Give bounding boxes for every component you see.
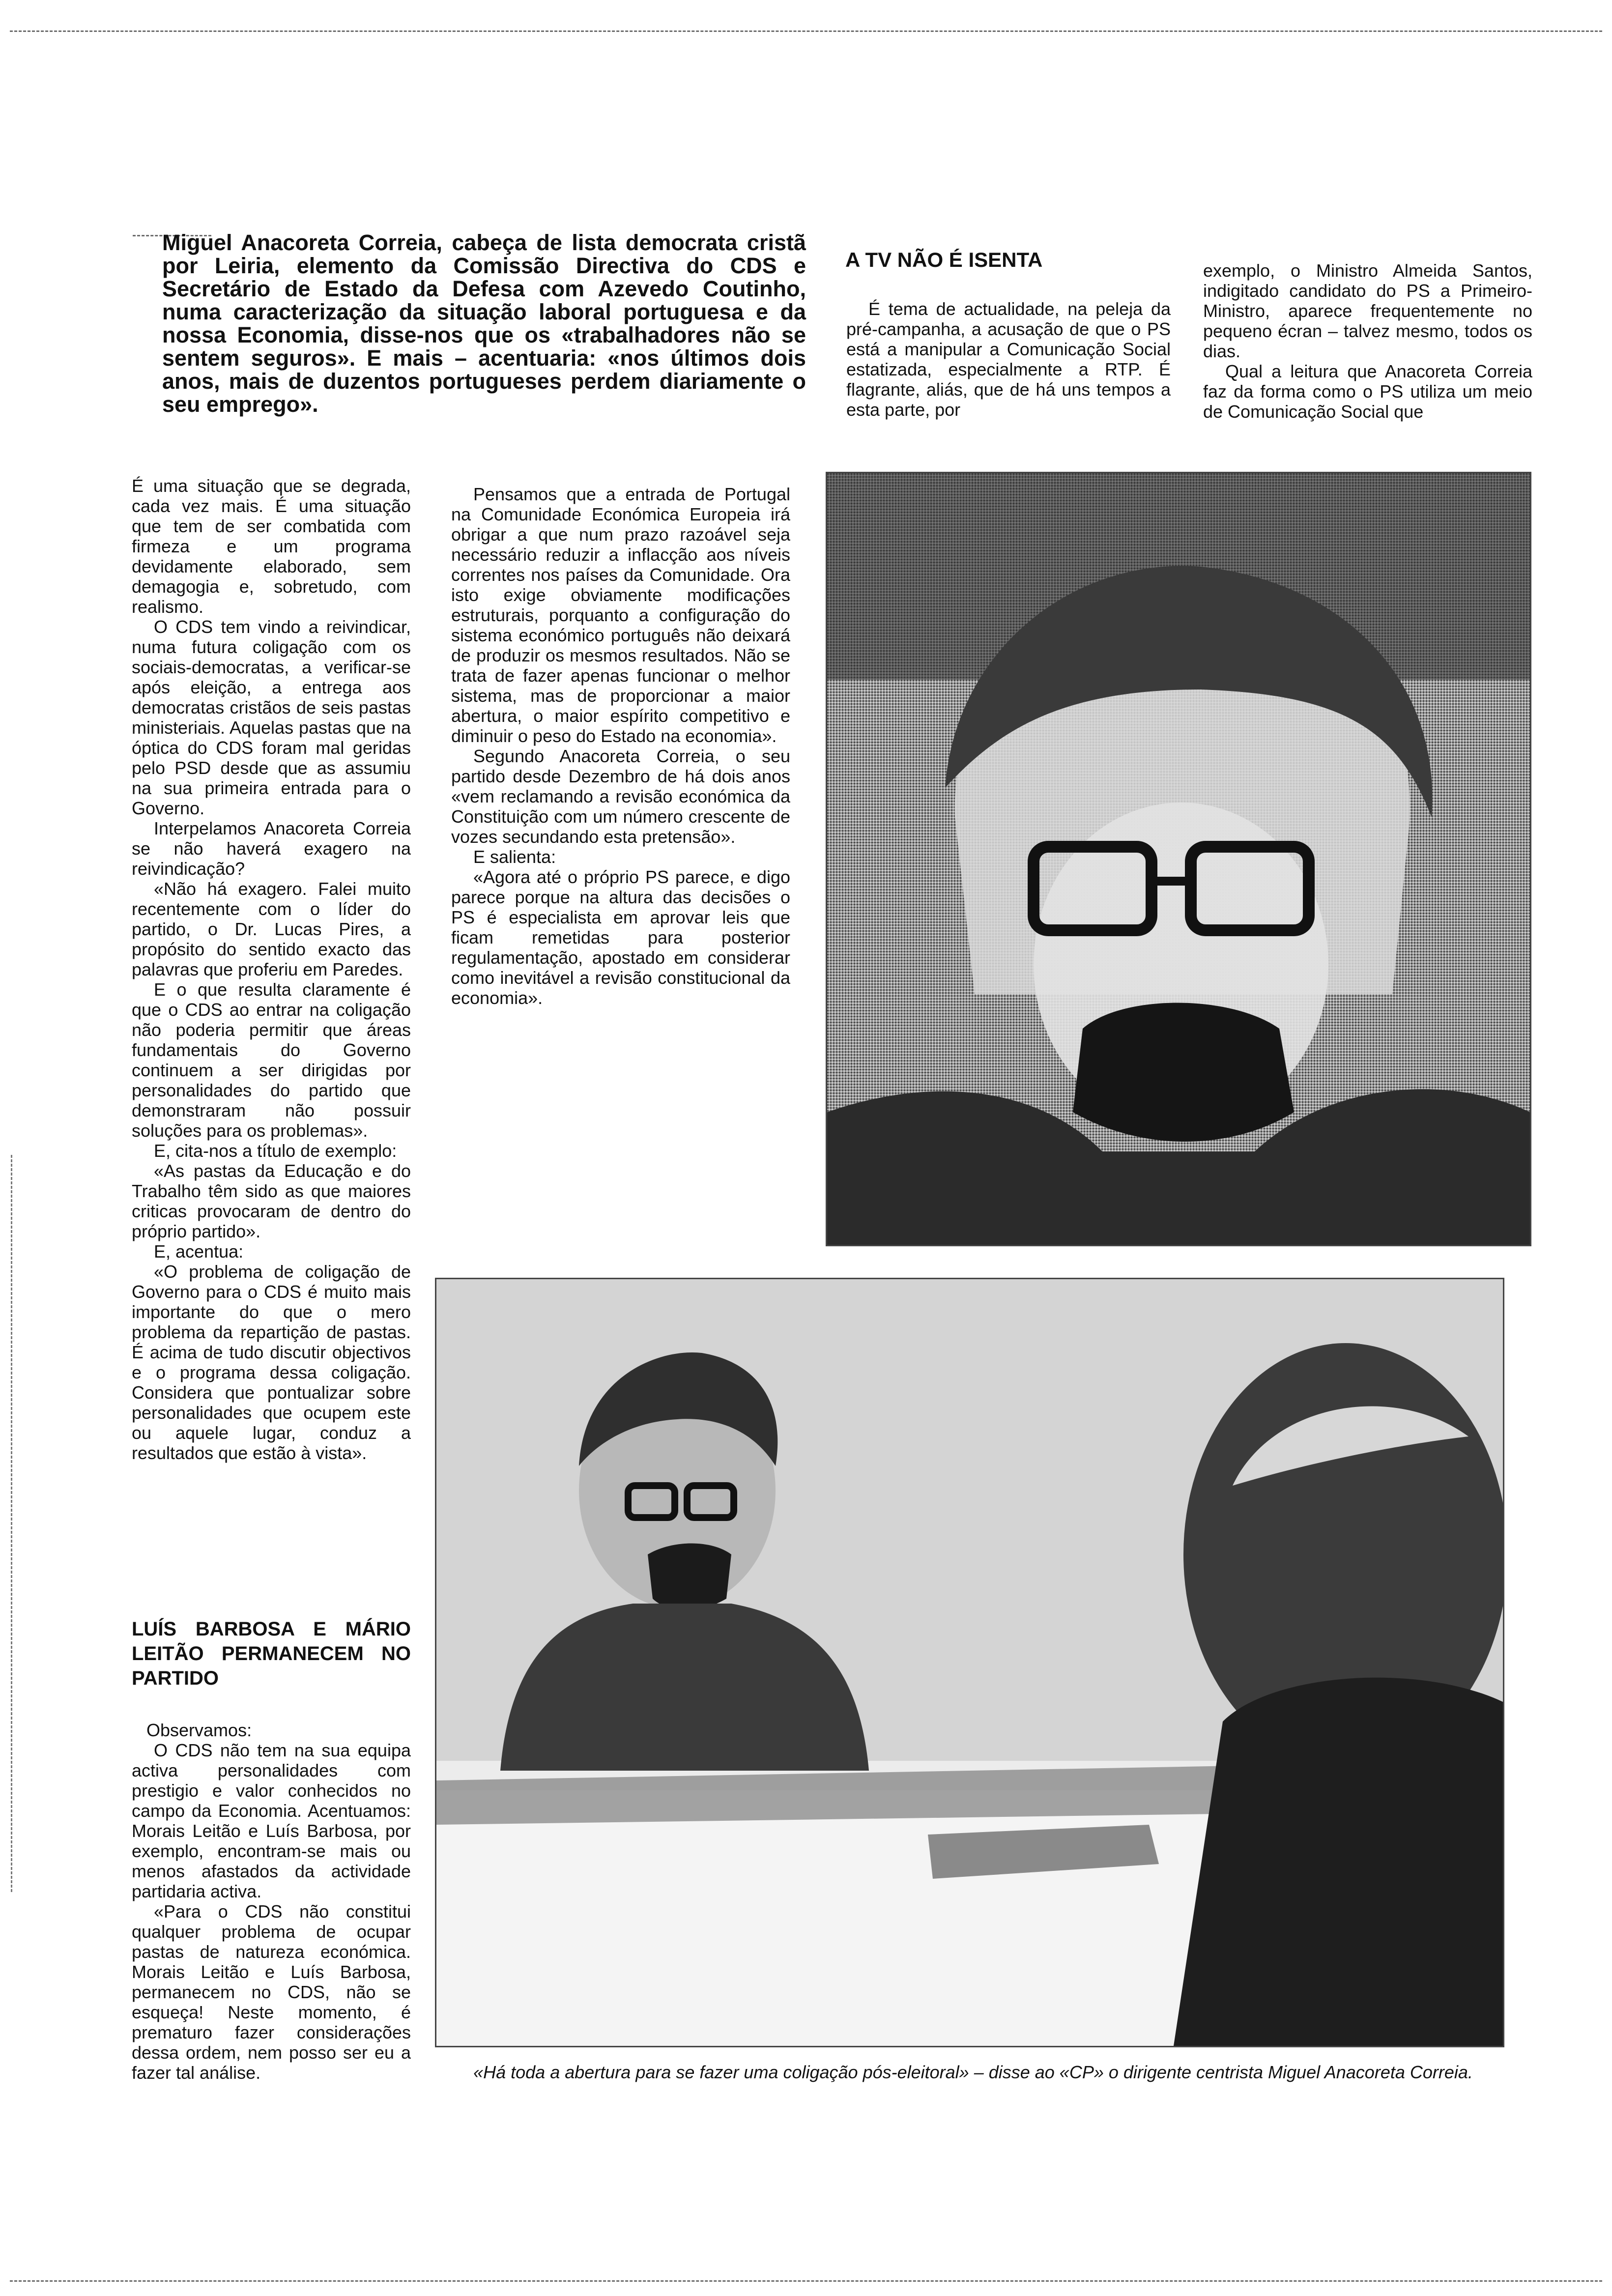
article-column-2 [451,484,790,1008]
col1-paragraph: E, acentua: [154,1241,244,1262]
meeting-photo-image [436,1279,1503,2046]
col1-paragraph: E, cita-nos a título de exemplo: [154,1141,397,1161]
tv-column-1 [846,299,1171,420]
col1-paragraph: Interpelamos Anacoreta Correia se não haverá exagero na reivindicação? [132,818,411,879]
col2-paragraph: «Agora até o próprio PS parece, e digo parece porque na altura das decisões o PS é especialista em aprovar leis que ficam remetidas para posterior regulamentação, apostado em considerar como inevitável a revisão constitucional da economia». [451,867,790,1008]
tv-paragraph: Qual a leitura que Anacoreta Correia faz da forma como o PS utiliza um meio de Comunicação Social que [1203,361,1532,422]
col1b-paragraph: «Para o CDS não constitui qualquer problema de ocupar pastas de natureza económica. Morais Leitão e Luís Barbosa, permanecem no CDS, não se esqueça! Neste momento, é prematuro fazer considerações dessa ordem, nem posso ser eu a fazer tal análise. [132,1901,411,2083]
col2-paragraph: Segundo Anacoreta Correia, o seu partido desde Dezembro de há dois anos «vem reclamando a revisão económica da Constituição com um número crescente de vozes secundando esta pretensão». [451,746,790,847]
col1-paragraph: É uma situação que se degrada, cada vez mais. É uma situação que tem de ser combatida com firmeza e um programa devidamente elaborado, sem demagogia e, sobretudo, com realismo. [132,476,411,617]
col1-paragraph: E o que resulta claramente é que o CDS ao entrar na coligação não poderia permitir que áreas fundamentais do Governo continuem a ser dirigidas por personalidades do partido que demonstraram não possuir soluções para os problemas». [132,979,411,1141]
tv-section-heading: A TV NÃO É ISENTA [845,248,1043,271]
col1-paragraph: O CDS tem vindo a reivindicar, numa futura coligação com os sociais-democratas, a verificar-se após eleição, a entrega aos democratas cristãos de seis pastas ministeriais. Aquelas pastas que na óptica do CDS foram mal geridas pelo PSD desde que as assumiu na sua primeira entrada para o Governo. [132,617,411,818]
tv-paragraph: É tema de actualidade, na peleja da pré-campanha, a acusação de que o PS está a manipular a Comunicação Social estatizada, especialmente a RTP. É flagrante, aliás, que de há uns tempos a esta parte, por [846,299,1171,420]
photo-caption: «Há toda a abertura para se fazer uma coligação pós-eleitoral» – disse ao «CP» o dirigente centrista Miguel Anacoreta Correia. [473,2062,1473,2082]
col1b-paragraph: O CDS não tem na sua equipa activa personalidades com prestigio e valor conhecidos no campo da Economia. Acentuamos: Morais Leitão e Luís Barbosa, por exemplo, encontram-se mais ou menos afastados da actividade partidaria activa. [132,1740,411,1901]
lead-paragraph: Miguel Anacoreta Correia, cabeça de lista democrata cristã por Leiria, elemento da Comissão Directiva do CDS e Secretário de Estado da Defesa com Azevedo Coutinho, numa caracterização da situação laboral portuguesa e da nossa Economia, disse-nos que os «trabalhadores não se sentem seguros». E mais – acentuaria: «nos últimos dois anos, mais de duzentos portugueses perdem diariamente o seu emprego». [162,230,806,417]
subheading: LUÍS BARBOSA E MÁRIO LEITÃO PERMANECEM NO PARTIDO [132,1618,411,1689]
portrait-photo [826,472,1531,1246]
col1-paragraph: «As pastas da Educação e do Trabalho têm sido as que maiores criticas provocaram de dentro do próprio partido». [132,1161,411,1241]
col2-paragraph: Pensamos que a entrada de Portugal na Comunidade Económica Europeia irá obrigar a que num prazo razoável seja necessário reduzir a inflacção aos níveis correntes nos países da Comunidade. Ora isto exige obviamente modificações estruturais, porquanto a configuração do sistema económico português não deixará de produzir os mesmos resultados. Não se trata de fazer apenas funcionar o melhor sistema, mas de proporcionar a maior abertura, o maior espírito competitivo e diminuir o peso do Estado na economia». [451,484,790,746]
col1b-paragraph: Observamos: [146,1720,252,1740]
meeting-photo [435,1278,1504,2047]
article-column-1 [132,476,411,1463]
article-column-1b [132,1617,411,2083]
col1-paragraph: «Não há exagero. Falei muito recentemente com o líder do partido, o Dr. Lucas Pires, a propósito do sentido exacto das palavras que proferiu em Paredes. [132,879,411,979]
portrait-photo-image [827,473,1530,1245]
tv-paragraph: exemplo, o Ministro Almeida Santos, indigitado candidato do PS a Primeiro-Ministro, aparece frequentemente no pequeno écran – talvez mesmo, todos os dias. [1203,260,1532,361]
col1-paragraph: «O problema de coligação de Governo para o CDS é muito mais importante do que o mero problema da repartição de pastas. É acima de tudo discutir objectivos e o programa dessa coligação. Considera que pontualizar sobre personalidades que ocupem este ou aquele lugar, conduz a resultados que estão à vista». [132,1262,411,1463]
bottom-scan-edge [10,2280,1602,2282]
top-scan-edge [10,30,1602,32]
col2-paragraph: E salienta: [473,847,556,867]
left-scan-edge [11,1155,12,1892]
tv-column-2 [1203,260,1532,422]
